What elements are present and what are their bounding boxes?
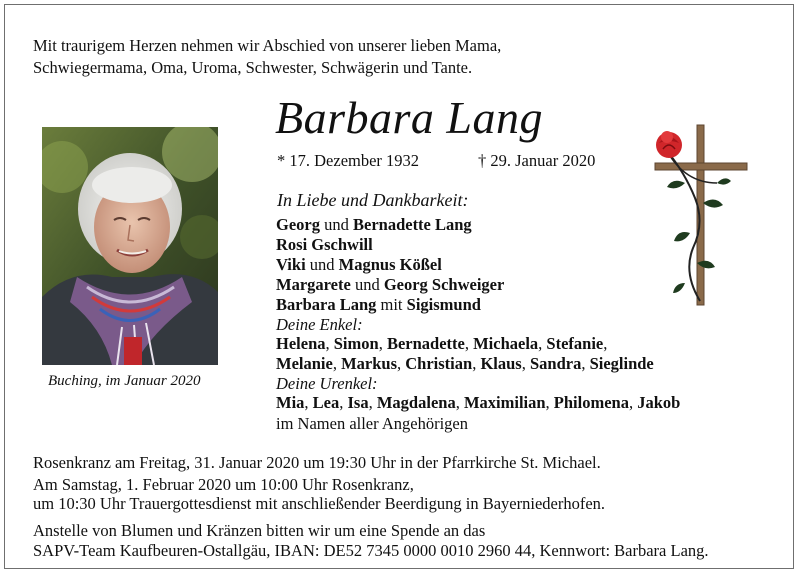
cross-with-rose-icon bbox=[645, 123, 755, 308]
photo-caption: Buching, im Januar 2020 bbox=[48, 373, 201, 389]
relative-name: Stefanie bbox=[546, 334, 604, 353]
relative-name: Lea bbox=[312, 393, 340, 412]
relative-name: Maximilian bbox=[463, 393, 546, 412]
mourner-name: Barbara Lang bbox=[276, 295, 377, 314]
conjunction: und bbox=[350, 275, 384, 294]
donation-line-2: SAPV-Team Kaufbeuren-Ostallgäu, IBAN: DE52 7345 0000 0010 2960 44, Kennwort: Barbara Lang. bbox=[33, 541, 709, 560]
mourner-name: Georg bbox=[276, 215, 320, 234]
mourner-row-4 bbox=[276, 275, 504, 295]
intro-line-1: Mit traurigem Herzen nehmen wir Abschied von unserer lieben Mama, bbox=[33, 36, 502, 55]
mourner-name: Viki bbox=[276, 255, 306, 274]
relative-name: Michaela bbox=[473, 334, 539, 353]
relative-name: Markus bbox=[341, 354, 397, 373]
service-funeral: um 10:30 Uhr Trauergottesdienst mit anschließender Beerdigung in Bayerniederhofen. bbox=[33, 494, 606, 513]
dedication: In Liebe und Dankbarkeit: bbox=[277, 190, 469, 210]
grandchildren-line-1: Helena, Simon, Bernadette, Michaela, Stefanie, bbox=[276, 334, 608, 353]
mourner-name: Magnus Kößel bbox=[338, 255, 442, 274]
relative-name: Melanie bbox=[276, 354, 333, 373]
relative-name: Mia bbox=[276, 393, 305, 412]
mourner-name: Bernadette Lang bbox=[352, 215, 472, 234]
relative-name: Simon bbox=[333, 334, 379, 353]
relative-name: Jakob bbox=[637, 393, 681, 412]
mourner-row-5 bbox=[276, 295, 481, 315]
relative-name: Sieglinde bbox=[589, 354, 654, 373]
service-rosary: Rosenkranz am Freitag, 31. Januar 2020 um 19:30 Uhr in der Pfarrkirche St. Michael. bbox=[33, 453, 601, 472]
relative-name: Isa bbox=[347, 393, 369, 412]
mourner-name: Sigismund bbox=[406, 295, 481, 314]
grandchildren-line-2: Melanie, Markus, Christian, Klaus, Sandra, Sieglinde bbox=[276, 354, 654, 373]
mourner-name: Margarete bbox=[276, 275, 351, 294]
mourner-row-1 bbox=[276, 215, 472, 235]
mourner-name: Georg Schweiger bbox=[383, 275, 505, 294]
mourner-row-3 bbox=[276, 255, 442, 275]
relative-name: Bernadette bbox=[386, 334, 465, 353]
mourner-name: Rosi Gschwill bbox=[276, 235, 373, 254]
birth-date: * 17. Dezember 1932 bbox=[277, 151, 420, 170]
grandchildren-label: Deine Enkel: bbox=[276, 315, 363, 334]
relative-name: Philomena bbox=[553, 393, 629, 412]
relative-name: Helena bbox=[276, 334, 326, 353]
deceased-name: Barbara Lang bbox=[275, 92, 543, 143]
intro-line-2: Schwiegermama, Oma, Uroma, Schwester, Schwägerin und Tante. bbox=[33, 58, 473, 77]
portrait-photo bbox=[42, 127, 218, 365]
relative-name: Klaus bbox=[480, 354, 522, 373]
service-saturday: Am Samstag, 1. Februar 2020 um 10:00 Uhr Rosenkranz, bbox=[33, 475, 414, 494]
conjunction: und bbox=[305, 255, 339, 274]
great-grandchildren-line: Mia, Lea, Isa, Magdalena, Maximilian, Philomena, Jakob bbox=[276, 393, 681, 412]
relative-name: Magdalena bbox=[376, 393, 456, 412]
donation-line-1: Anstelle von Blumen und Kränzen bitten wir um eine Spende an das bbox=[33, 521, 486, 540]
closing-line: im Namen aller Angehörigen bbox=[276, 414, 468, 433]
relative-name: Christian bbox=[405, 354, 473, 373]
death-date: † 29. Januar 2020 bbox=[478, 151, 596, 170]
conjunction: mit bbox=[376, 295, 407, 314]
great-grandchildren-label: Deine Urenkel: bbox=[276, 374, 378, 393]
relative-name: Sandra bbox=[529, 354, 582, 373]
conjunction: und bbox=[319, 215, 353, 234]
mourner-row-2 bbox=[276, 235, 373, 255]
